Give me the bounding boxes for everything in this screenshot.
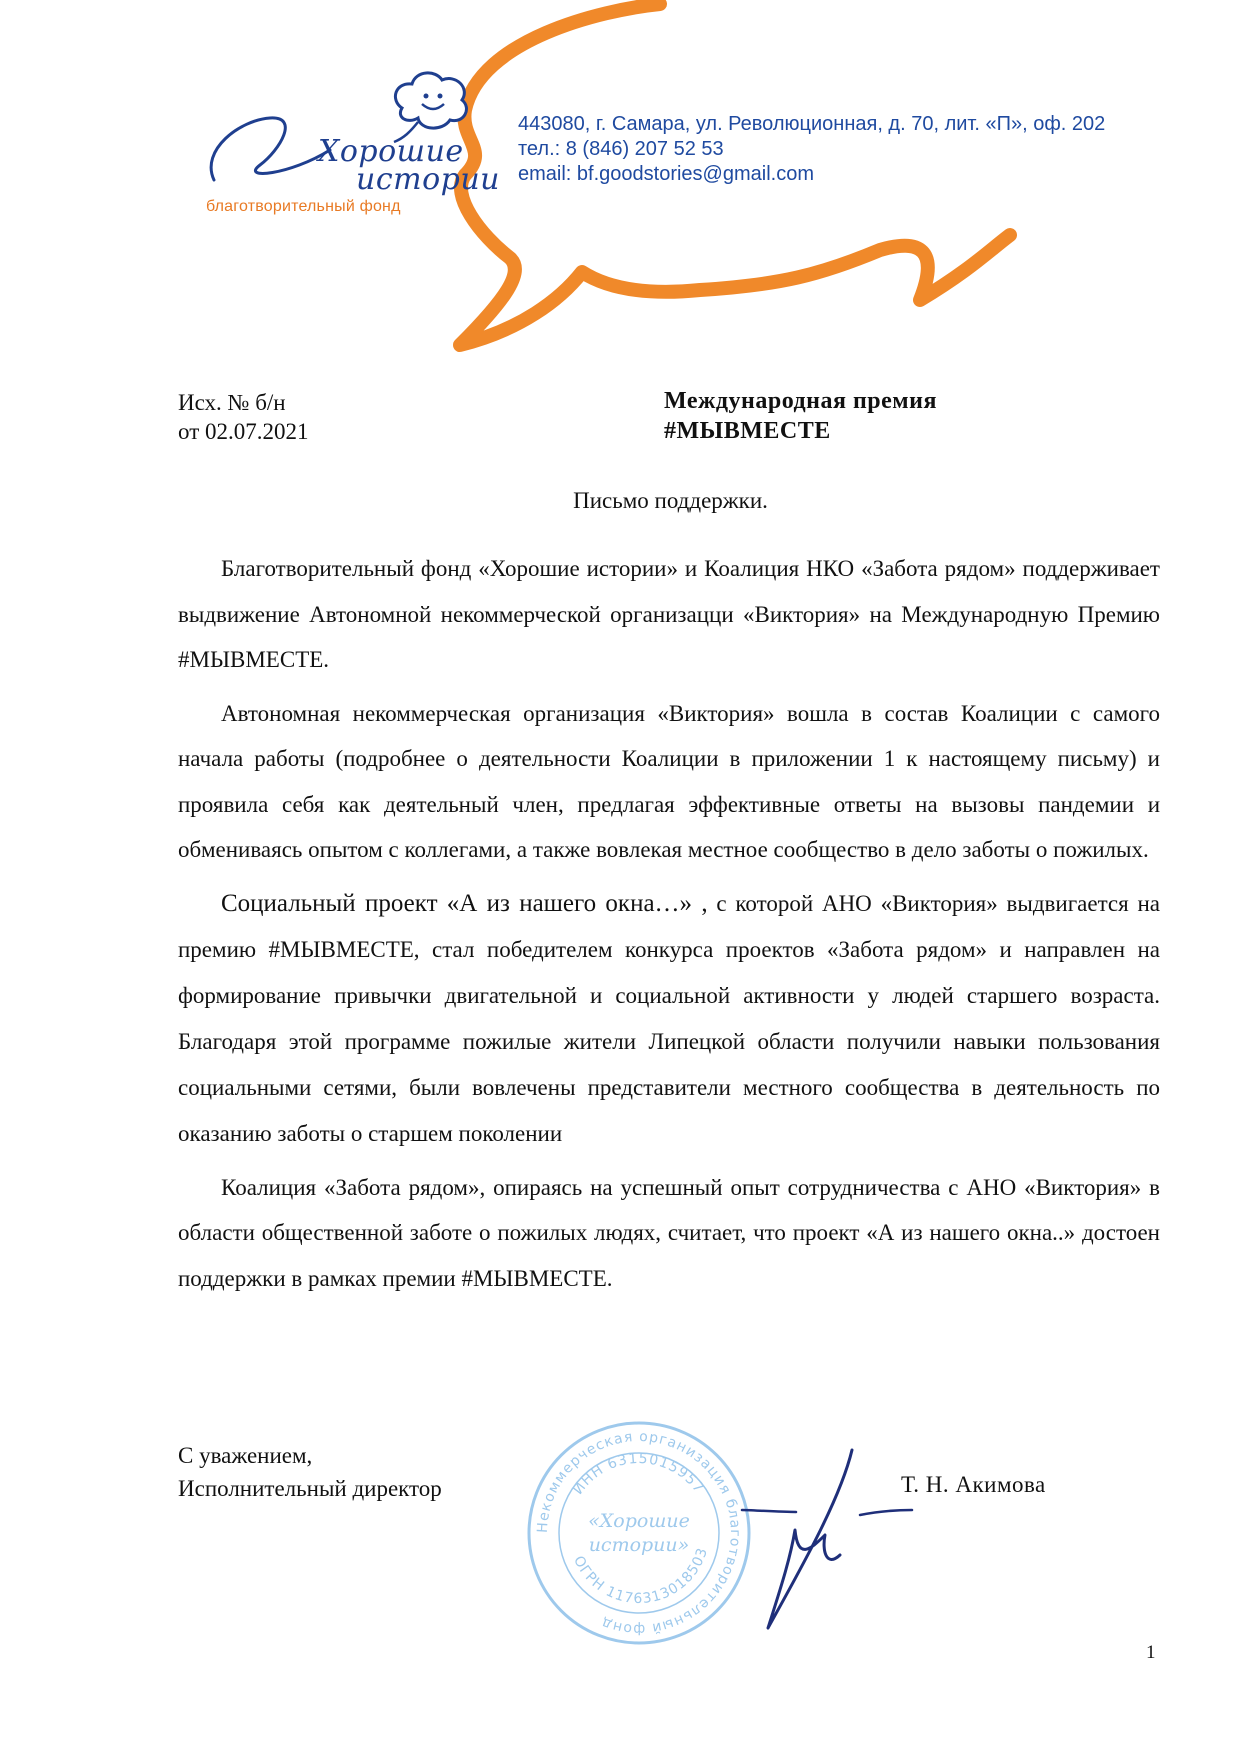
paragraph-2: Автономная некоммерческая организация «Виктория» вошла в состав Коалиции с самого начала работы (подробнее о деятельности Коалиции в приложении 1 к настоящему письму) и проявила себя как деятельный член, предлагая эффективные ответы на вызовы пандемии и обмениваясь опытом с коллегами, а также вовлекая местное сообщество в дело заботы о пожилых. [178,700,1160,862]
paragraph-3-lead: Социальный проект «А из нашего окна…» , [221,889,708,917]
recipient-line-2: #МЫВМЕСТЕ [664,418,831,444]
recipient [664,386,937,446]
signer-position: Исполнительный директор [178,1476,442,1501]
closing-block [178,1439,442,1505]
phone: тел.: 8 (846) 207 52 53 [518,138,724,160]
regards: С уважением, [178,1443,313,1468]
ref-date: от 02.07.2021 [178,419,309,444]
paragraph-1: Благотворительный фонд «Хорошие истории» и Коалиция НКО «Забота рядом» поддерживает выдвижение Автономной некоммерческой организацци «Виктория» на Международную Премию #МЫВМЕСТЕ. [178,556,1160,672]
logo-line-1: Хорошие [318,134,464,169]
outgoing-reference [178,388,309,446]
letter-body [178,546,1160,1301]
stamp-inn: ИНН 6315015957 [570,1450,708,1498]
ref-number: Исх. № б/н [178,390,286,415]
paragraph-4: Коалиция «Забота рядом», опираясь на успешный опыт сотрудничества с АНО «Виктория» в области общественной заботе о пожилых людях, считает, что проект «А из нашего окна..» достоен поддержки в рамках премии #МЫВМЕСТЕ. [178,1174,1160,1291]
address: 443080, г. Самара, ул. Революционная, д. 70, лит. «П», оф. 202 [518,113,1106,135]
stamp-center-line-2: истории» [588,1534,690,1556]
contact-block [518,112,1105,187]
paragraph-3 [178,881,1160,1157]
paragraph-3-rest: с которой АНО «Виктория» выдвигается на премию #МЫВМЕСТЕ, стал победителем конкурса проектов «Забота рядом» и направлен на формирование привычки двигательной и социальной активности у людей старшего возраста. Благодаря этой программе пожилые жители Липецкой области получили навыки пользования социальными сетями, были вовлечены представители местного сообщества в деятельность по оказанию заботы о старшем поколении [178,890,1161,1146]
signer-name: Т. Н. Акимова [901,1472,1046,1497]
logo-wordmark [244,134,500,197]
handwritten-signature [740,1440,920,1650]
organization-stamp [525,1419,753,1647]
logo-fund-caption: благотворительный фонд [206,198,401,215]
email: email: bf.goodstories@gmail.com [518,163,814,185]
page-number: 1 [1146,1642,1156,1663]
stamp-center-line-1: «Хорошие [588,1510,690,1532]
document-title: Письмо поддержки. [573,488,768,513]
logo-line-2: истории [356,162,500,197]
letterhead [180,0,1160,360]
recipient-line-1: Международная премия [664,388,937,414]
stamp-ogrn: ОГРН 1176313018503 [570,1545,712,1608]
stamp-ring-text: Некоммерческая организация благотворительный фонд [534,1428,744,1638]
